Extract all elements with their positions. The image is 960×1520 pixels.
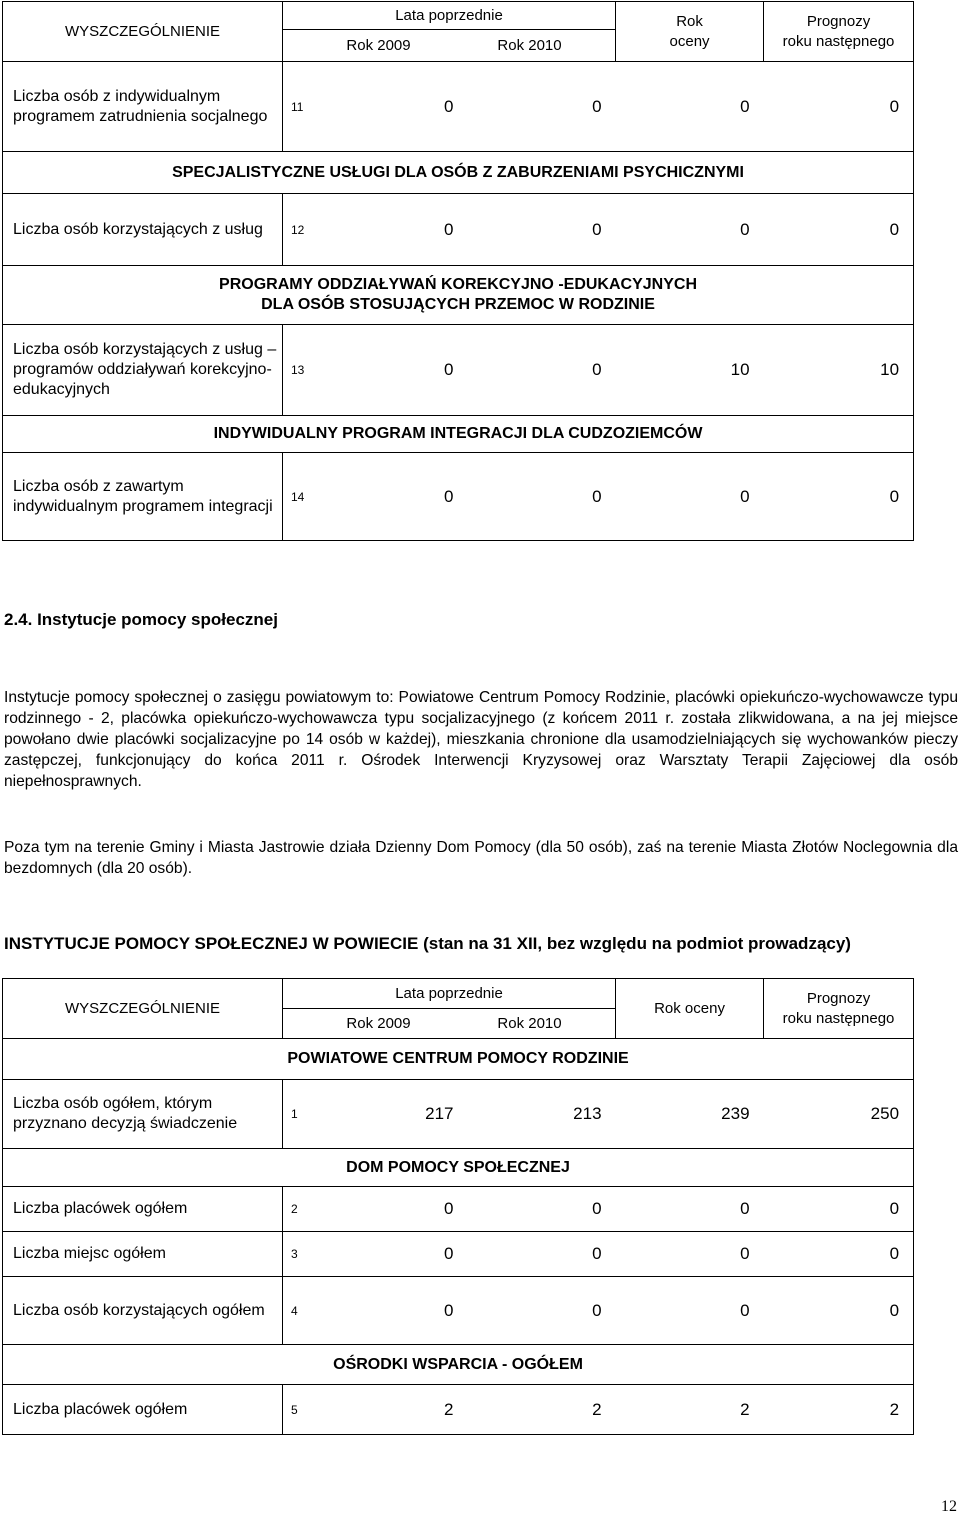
value-2010: 0 xyxy=(468,1232,616,1277)
section-row xyxy=(3,416,914,453)
value-2009: 0 xyxy=(320,453,468,541)
section-heading: 2.4. Instytucje pomocy społecznej xyxy=(4,610,278,629)
paragraph-other-facilities: Poza tym na terenie Gminy i Miasta Jastrowie działa Dzienny Dom Pomocy (dla 50 osób), zaś na terenie Miasta Złotów Noclegownia dla bezdomnych (dla 20 osób). xyxy=(4,839,958,877)
header-years xyxy=(283,1009,616,1039)
row-label: Liczba osób korzystających z usług – programów oddziaływań korekcyjno-edukacyjnych xyxy=(3,325,283,416)
header-years xyxy=(283,30,616,62)
table-county-institutions xyxy=(2,978,914,1435)
row-label: Liczba placówek ogółem xyxy=(3,1187,283,1232)
section-title: SPECJALISTYCZNE USŁUGI DLA OSÓB Z ZABURZENIAMI PSYCHICZNYMI xyxy=(3,152,914,194)
header-label: WYSZCZEGÓLNIENIE xyxy=(3,979,283,1039)
table-social-services xyxy=(2,1,914,541)
header-assess-year: Rok oceny xyxy=(616,979,764,1039)
value-assess-year: 0 xyxy=(616,194,764,266)
value-assess-year: 0 xyxy=(616,1277,764,1345)
table-header-row xyxy=(3,979,914,1009)
header-2010: Rok 2010 xyxy=(497,36,562,54)
value-2009: 0 xyxy=(320,325,468,416)
value-forecast: 0 xyxy=(764,194,914,266)
header-2009: Rok 2009 xyxy=(346,36,411,54)
header-prev-years: Lata poprzednie xyxy=(283,2,616,30)
table-row xyxy=(3,1080,914,1149)
value-forecast: 0 xyxy=(764,453,914,541)
table-row xyxy=(3,1232,914,1277)
section-title: PROGRAMY ODDZIAŁYWAŃ KOREKCYJNO -EDUKACYJNYCH DLA OSÓB STOSUJĄCYCH PRZEMOC W RODZINIE xyxy=(3,266,914,325)
row-number: 14 xyxy=(283,453,320,541)
row-number: 12 xyxy=(283,194,320,266)
table-row xyxy=(3,62,914,152)
row-number: 13 xyxy=(283,325,320,416)
row-label: Liczba osób ogółem, którym przyznano decyzją świadczenie xyxy=(3,1080,283,1149)
value-assess-year: 0 xyxy=(616,453,764,541)
table-row xyxy=(3,194,914,266)
section-title: POWIATOWE CENTRUM POMOCY RODZINIE xyxy=(3,1039,914,1080)
row-number: 3 xyxy=(283,1232,320,1277)
value-2009: 0 xyxy=(320,194,468,266)
row-label: Liczba osób z indywidualnym programem zatrudnienia socjalnego xyxy=(3,62,283,152)
value-2010: 0 xyxy=(468,62,616,152)
value-2010: 2 xyxy=(468,1385,616,1435)
value-2009: 0 xyxy=(320,62,468,152)
value-assess-year: 239 xyxy=(616,1080,764,1149)
section-title: INDYWIDUALNY PROGRAM INTEGRACJI DLA CUDZOZIEMCÓW xyxy=(3,416,914,453)
value-forecast: 0 xyxy=(764,1232,914,1277)
value-forecast: 10 xyxy=(764,325,914,416)
header-forecast: Prognozy roku następnego xyxy=(764,979,914,1039)
value-forecast: 250 xyxy=(764,1080,914,1149)
value-2010: 0 xyxy=(468,194,616,266)
value-assess-year: 0 xyxy=(616,62,764,152)
value-assess-year: 0 xyxy=(616,1187,764,1232)
value-2010: 0 xyxy=(468,1187,616,1232)
value-2010: 0 xyxy=(468,453,616,541)
row-number: 4 xyxy=(283,1277,320,1345)
page-number: 12 xyxy=(941,1498,957,1515)
section-title: DOM POMOCY SPOŁECZNEJ xyxy=(3,1149,914,1187)
table2-title: INSTYTUCJE POMOCY SPOŁECZNEJ W POWIECIE (stan na 31 XII, bez względu na podmiot prowadzący) xyxy=(4,934,851,953)
table-row xyxy=(3,1187,914,1232)
row-label: Liczba placówek ogółem xyxy=(3,1385,283,1435)
row-label: Liczba osób z zawartym indywidualnym programem integracji xyxy=(3,453,283,541)
row-number: 2 xyxy=(283,1187,320,1232)
row-number: 1 xyxy=(283,1080,320,1149)
section-title: OŚRODKI WSPARCIA - OGÓŁEM xyxy=(3,1345,914,1385)
section-row xyxy=(3,1345,914,1385)
value-2009: 2 xyxy=(320,1385,468,1435)
value-2009: 0 xyxy=(320,1232,468,1277)
value-forecast: 2 xyxy=(764,1385,914,1435)
row-label: Liczba osób korzystających z usług xyxy=(3,194,283,266)
header-2009: Rok 2009 xyxy=(346,1014,411,1032)
value-forecast: 0 xyxy=(764,1187,914,1232)
value-assess-year: 0 xyxy=(616,1232,764,1277)
section-row xyxy=(3,1039,914,1080)
row-number: 11 xyxy=(283,62,320,152)
table-row xyxy=(3,1385,914,1435)
row-label: Liczba osób korzystających ogółem xyxy=(3,1277,283,1345)
paragraph-institutions: Instytucje pomocy społecznej o zasięgu powiatowym to: Powiatowe Centrum Pomocy Rodzinie, placówki opiekuńczo-wychowawcze typu rodzinnego - 2, placówka opiekuńczo-wychowawcza typu socjalizacyjnego (z końcem 2011 r. została zlikwidowana, a na jej miejsce powołano dwie placówki socjalizacyjne po 14 osób w każdej), mieszkania chronione dla usamodzielniających się wychowanków pieczy zastępczej, funkcjonujący do końca 2011 r. Ośrodek Interwencji Kryzysowej oraz Warsztaty Terapii Zajęciowej dla osób niepełnosprawnych. xyxy=(4,689,958,790)
header-prev-years: Lata poprzednie xyxy=(283,979,616,1009)
row-number: 5 xyxy=(283,1385,320,1435)
section-row xyxy=(3,1149,914,1187)
value-2010: 0 xyxy=(468,325,616,416)
section-row xyxy=(3,266,914,325)
section-row xyxy=(3,152,914,194)
table-row xyxy=(3,1277,914,1345)
row-label: Liczba miejsc ogółem xyxy=(3,1232,283,1277)
header-label: WYSZCZEGÓLNIENIE xyxy=(3,2,283,62)
value-forecast: 0 xyxy=(764,62,914,152)
value-2010: 0 xyxy=(468,1277,616,1345)
value-forecast: 0 xyxy=(764,1277,914,1345)
value-assess-year: 10 xyxy=(616,325,764,416)
header-2010: Rok 2010 xyxy=(497,1014,562,1032)
value-2010: 213 xyxy=(468,1080,616,1149)
value-assess-year: 2 xyxy=(616,1385,764,1435)
table-row xyxy=(3,453,914,541)
header-forecast: Prognozy roku następnego xyxy=(764,2,914,62)
table-row xyxy=(3,325,914,416)
value-2009: 0 xyxy=(320,1277,468,1345)
value-2009: 0 xyxy=(320,1187,468,1232)
value-2009: 217 xyxy=(320,1080,468,1149)
header-assess-year: Rok oceny xyxy=(616,2,764,62)
table-header-row xyxy=(3,2,914,30)
